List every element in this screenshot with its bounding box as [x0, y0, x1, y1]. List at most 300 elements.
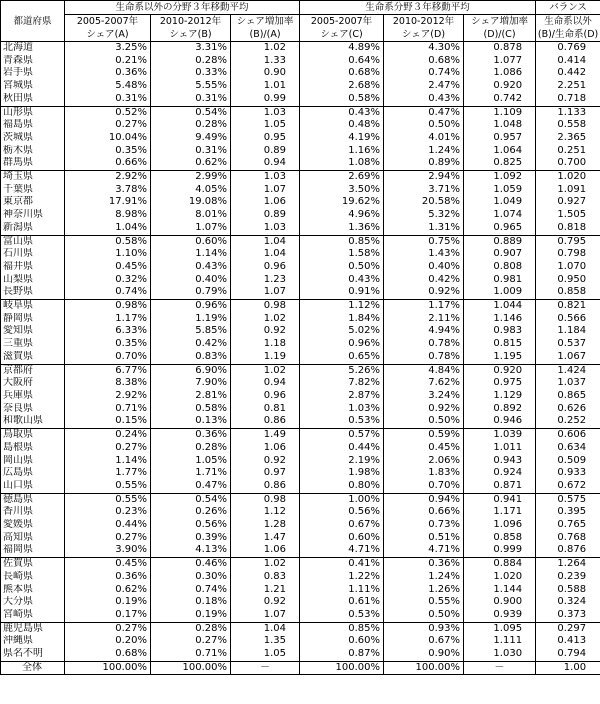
- table-row: [1, 544, 600, 557]
- header-col-bal-label: 生命系以外: [536, 15, 600, 29]
- share-d: 0.36%: [384, 558, 464, 571]
- share-d: 0.47%: [384, 106, 464, 119]
- prefecture-name: 岐阜県: [1, 300, 65, 313]
- share-c: 4.89%: [300, 42, 384, 55]
- share-b: 0.54%: [151, 106, 231, 119]
- share-b: 0.56%: [151, 519, 231, 532]
- share-a: 1.04%: [65, 222, 151, 235]
- share-c: 0.53%: [300, 415, 384, 428]
- share-c: 0.91%: [300, 286, 384, 299]
- share-d: 0.78%: [384, 338, 464, 351]
- growth-ba: 0.97: [231, 467, 300, 480]
- share-c: 0.44%: [300, 442, 384, 455]
- share-c: 1.58%: [300, 248, 384, 261]
- growth-ba: 0.81: [231, 403, 300, 416]
- balance-value: 0.626: [536, 403, 600, 416]
- share-d: 0.92%: [384, 286, 464, 299]
- share-d: 0.50%: [384, 609, 464, 622]
- growth-ba: 1.47: [231, 532, 300, 545]
- share-d: 1.83%: [384, 467, 464, 480]
- share-a: 0.70%: [65, 351, 151, 364]
- share-b: 0.62%: [151, 157, 231, 170]
- share-c: 2.69%: [300, 171, 384, 184]
- share-b: 0.83%: [151, 351, 231, 364]
- balance-value: 0.297: [536, 622, 600, 635]
- growth-ba: 1.03: [231, 171, 300, 184]
- share-d: 0.93%: [384, 622, 464, 635]
- share-a: 0.45%: [65, 261, 151, 274]
- growth-ba: 0.86: [231, 415, 300, 428]
- growth-dc: 0.920: [464, 364, 536, 377]
- growth-dc: 0.858: [464, 532, 536, 545]
- share-c: 1.11%: [300, 584, 384, 597]
- growth-dc: 0.815: [464, 338, 536, 351]
- balance-value: 0.858: [536, 286, 600, 299]
- total-growth-ba: －: [231, 661, 300, 675]
- growth-dc: 0.892: [464, 403, 536, 416]
- share-a: 0.66%: [65, 157, 151, 170]
- growth-ba: 0.89: [231, 145, 300, 158]
- growth-dc: 1.129: [464, 390, 536, 403]
- growth-ba: 1.19: [231, 351, 300, 364]
- header-col-c-share: シェア(C): [300, 28, 384, 42]
- share-a: 0.58%: [65, 235, 151, 248]
- header-col-a-share: シェア(A): [65, 28, 151, 42]
- table-row: [1, 106, 600, 119]
- share-c: 0.68%: [300, 67, 384, 80]
- share-d: 0.89%: [384, 157, 464, 170]
- share-a: 0.23%: [65, 506, 151, 519]
- growth-ba: 1.03: [231, 106, 300, 119]
- growth-ba: 1.21: [231, 584, 300, 597]
- table-row: [1, 184, 600, 197]
- balance-value: 2.251: [536, 80, 600, 93]
- share-a: 0.27%: [65, 532, 151, 545]
- growth-ba: 1.28: [231, 519, 300, 532]
- header-col-d-share: シェア(D): [384, 28, 464, 42]
- growth-ba: 0.98: [231, 493, 300, 506]
- balance-value: 0.251: [536, 145, 600, 158]
- prefecture-name: 宮城県: [1, 80, 65, 93]
- balance-value: 0.634: [536, 442, 600, 455]
- share-a: 0.27%: [65, 442, 151, 455]
- growth-ba: 1.04: [231, 235, 300, 248]
- growth-dc: 0.924: [464, 467, 536, 480]
- share-d: 0.94%: [384, 493, 464, 506]
- share-c: 0.65%: [300, 351, 384, 364]
- share-b: 0.74%: [151, 584, 231, 597]
- prefecture-name: 島根県: [1, 442, 65, 455]
- share-a: 0.32%: [65, 274, 151, 287]
- growth-dc: 0.900: [464, 596, 536, 609]
- share-c: 1.12%: [300, 300, 384, 313]
- share-c: 0.43%: [300, 106, 384, 119]
- balance-value: 0.537: [536, 338, 600, 351]
- share-d: 3.71%: [384, 184, 464, 197]
- growth-dc: 0.878: [464, 42, 536, 55]
- share-d: 0.43%: [384, 93, 464, 106]
- table-row: [1, 119, 600, 132]
- table-row: [1, 558, 600, 571]
- table-row: [1, 325, 600, 338]
- growth-ba: 1.23: [231, 274, 300, 287]
- share-c: 0.87%: [300, 648, 384, 661]
- share-a: 0.15%: [65, 415, 151, 428]
- prefecture-name: 愛媛県: [1, 519, 65, 532]
- balance-value: 0.413: [536, 635, 600, 648]
- share-a: 0.27%: [65, 119, 151, 132]
- table-row: [1, 442, 600, 455]
- balance-value: 0.700: [536, 157, 600, 170]
- growth-dc: 0.943: [464, 455, 536, 468]
- balance-value: 1.091: [536, 184, 600, 197]
- prefecture-name: 県名不明: [1, 648, 65, 661]
- balance-value: 1.067: [536, 351, 600, 364]
- share-b: 0.31%: [151, 145, 231, 158]
- share-a: 2.92%: [65, 171, 151, 184]
- balance-value: 0.821: [536, 300, 600, 313]
- growth-ba: 0.89: [231, 209, 300, 222]
- share-c: 4.19%: [300, 132, 384, 145]
- growth-ba: 0.90: [231, 67, 300, 80]
- share-d: 4.71%: [384, 544, 464, 557]
- share-b: 0.26%: [151, 506, 231, 519]
- share-b: 1.71%: [151, 467, 231, 480]
- share-c: 1.00%: [300, 493, 384, 506]
- share-d: 0.70%: [384, 480, 464, 493]
- header-col-dc-label: シェア増加率: [464, 15, 536, 29]
- table-row: [1, 235, 600, 248]
- balance-value: 0.718: [536, 93, 600, 106]
- prefecture-name: 静岡県: [1, 313, 65, 326]
- growth-dc: 1.171: [464, 506, 536, 519]
- prefecture-name: 福島県: [1, 119, 65, 132]
- share-b: 0.79%: [151, 286, 231, 299]
- prefecture-name: 兵庫県: [1, 390, 65, 403]
- table-row: [1, 571, 600, 584]
- share-d: 0.40%: [384, 261, 464, 274]
- header-col-ba-formula: (B)/(A): [231, 28, 300, 42]
- balance-value: 0.765: [536, 519, 600, 532]
- share-b: 0.39%: [151, 532, 231, 545]
- growth-dc: 1.064: [464, 145, 536, 158]
- table-row: [1, 493, 600, 506]
- balance-value: 1.037: [536, 377, 600, 390]
- growth-dc: 1.195: [464, 351, 536, 364]
- growth-ba: 0.96: [231, 390, 300, 403]
- balance-value: 0.795: [536, 235, 600, 248]
- growth-ba: 1.49: [231, 429, 300, 442]
- growth-dc: 1.096: [464, 519, 536, 532]
- growth-dc: 1.111: [464, 635, 536, 648]
- share-a: 0.55%: [65, 480, 151, 493]
- share-b: 1.19%: [151, 313, 231, 326]
- table-row: [1, 455, 600, 468]
- share-c: 0.67%: [300, 519, 384, 532]
- share-b: 0.43%: [151, 261, 231, 274]
- prefecture-name: 京都府: [1, 364, 65, 377]
- prefecture-name: 群馬県: [1, 157, 65, 170]
- growth-dc: 0.808: [464, 261, 536, 274]
- share-a: 5.48%: [65, 80, 151, 93]
- growth-dc: 1.039: [464, 429, 536, 442]
- table-row: [1, 157, 600, 170]
- share-a: 17.91%: [65, 196, 151, 209]
- share-c: 1.16%: [300, 145, 384, 158]
- share-b: 1.07%: [151, 222, 231, 235]
- prefecture-name: 山梨県: [1, 274, 65, 287]
- table-row: [1, 93, 600, 106]
- prefecture-name: 北海道: [1, 42, 65, 55]
- share-c: 4.96%: [300, 209, 384, 222]
- share-b: 0.60%: [151, 235, 231, 248]
- growth-dc: 0.975: [464, 377, 536, 390]
- table-row: [1, 519, 600, 532]
- share-c: 1.84%: [300, 313, 384, 326]
- growth-ba: 0.83: [231, 571, 300, 584]
- share-c: 2.19%: [300, 455, 384, 468]
- share-c: 2.68%: [300, 80, 384, 93]
- share-d: 2.47%: [384, 80, 464, 93]
- share-d: 2.11%: [384, 313, 464, 326]
- balance-value: 0.324: [536, 596, 600, 609]
- balance-value: 0.933: [536, 467, 600, 480]
- growth-dc: 1.049: [464, 196, 536, 209]
- prefecture-name: 山形県: [1, 106, 65, 119]
- share-b: 4.13%: [151, 544, 231, 557]
- growth-ba: 0.92: [231, 596, 300, 609]
- prefecture-name: 埼玉県: [1, 171, 65, 184]
- table-row: [1, 596, 600, 609]
- share-b: 0.40%: [151, 274, 231, 287]
- table-row: [1, 532, 600, 545]
- share-d: 0.59%: [384, 429, 464, 442]
- table-row: [1, 196, 600, 209]
- growth-ba: 1.02: [231, 313, 300, 326]
- prefecture-name: 宮崎県: [1, 609, 65, 622]
- prefecture-name: 岩手県: [1, 67, 65, 80]
- share-a: 0.19%: [65, 596, 151, 609]
- prefecture-name: 香川県: [1, 506, 65, 519]
- prefecture-name: 大阪府: [1, 377, 65, 390]
- share-d: 0.51%: [384, 532, 464, 545]
- growth-dc: 1.144: [464, 584, 536, 597]
- share-a: 0.71%: [65, 403, 151, 416]
- share-b: 0.30%: [151, 571, 231, 584]
- share-b: 0.28%: [151, 55, 231, 68]
- balance-value: 1.505: [536, 209, 600, 222]
- share-a: 6.77%: [65, 364, 151, 377]
- balance-value: 0.950: [536, 274, 600, 287]
- share-a: 0.21%: [65, 55, 151, 68]
- share-a: 1.77%: [65, 467, 151, 480]
- prefecture-name: 福井県: [1, 261, 65, 274]
- growth-ba: 1.05: [231, 119, 300, 132]
- total-share-b: 100.00%: [151, 661, 231, 675]
- table-row: [1, 171, 600, 184]
- share-a: 0.35%: [65, 145, 151, 158]
- header-group-nonlife: 生命系以外の分野３年移動平均: [65, 1, 300, 15]
- share-d: 1.24%: [384, 145, 464, 158]
- share-a: 0.68%: [65, 648, 151, 661]
- share-d: 20.58%: [384, 196, 464, 209]
- table-row: [1, 648, 600, 661]
- prefecture-name: 富山県: [1, 235, 65, 248]
- growth-ba: 1.18: [231, 338, 300, 351]
- share-a: 0.62%: [65, 584, 151, 597]
- share-b: 0.96%: [151, 300, 231, 313]
- prefecture-name: 新潟県: [1, 222, 65, 235]
- share-b: 0.31%: [151, 93, 231, 106]
- growth-dc: 1.044: [464, 300, 536, 313]
- header-col-c-period: 2005-2007年: [300, 15, 384, 29]
- growth-dc: 1.146: [464, 313, 536, 326]
- prefecture-name: 高知県: [1, 532, 65, 545]
- growth-ba: 0.92: [231, 325, 300, 338]
- prefecture-name: 徳島県: [1, 493, 65, 506]
- balance-value: 0.927: [536, 196, 600, 209]
- balance-value: 2.365: [536, 132, 600, 145]
- share-d: 4.84%: [384, 364, 464, 377]
- growth-dc: 0.742: [464, 93, 536, 106]
- balance-value: 1.424: [536, 364, 600, 377]
- growth-dc: 1.109: [464, 106, 536, 119]
- share-d: 1.17%: [384, 300, 464, 313]
- total-share-a: 100.00%: [65, 661, 151, 675]
- share-c: 0.48%: [300, 119, 384, 132]
- share-b: 2.81%: [151, 390, 231, 403]
- share-c: 0.85%: [300, 622, 384, 635]
- table-row: [1, 622, 600, 635]
- share-c: 0.58%: [300, 93, 384, 106]
- share-d: 0.73%: [384, 519, 464, 532]
- total-prefecture-name: 全体: [1, 661, 65, 675]
- growth-dc: 0.871: [464, 480, 536, 493]
- prefecture-name: 岡山県: [1, 455, 65, 468]
- growth-dc: 0.981: [464, 274, 536, 287]
- table-row: [1, 584, 600, 597]
- table-row: [1, 145, 600, 158]
- share-c: 5.02%: [300, 325, 384, 338]
- growth-ba: 1.06: [231, 442, 300, 455]
- share-c: 0.64%: [300, 55, 384, 68]
- share-d: 0.90%: [384, 648, 464, 661]
- share-c: 0.96%: [300, 338, 384, 351]
- share-d: 4.01%: [384, 132, 464, 145]
- balance-value: 0.818: [536, 222, 600, 235]
- share-c: 0.53%: [300, 609, 384, 622]
- share-b: 0.46%: [151, 558, 231, 571]
- share-c: 5.26%: [300, 364, 384, 377]
- share-c: 1.08%: [300, 157, 384, 170]
- share-a: 0.98%: [65, 300, 151, 313]
- share-d: 7.62%: [384, 377, 464, 390]
- total-row: [1, 661, 600, 675]
- growth-ba: 1.01: [231, 80, 300, 93]
- prefecture-name: 和歌山県: [1, 415, 65, 428]
- table-row: [1, 55, 600, 68]
- growth-ba: 1.33: [231, 55, 300, 68]
- share-a: 3.25%: [65, 42, 151, 55]
- balance-value: 0.252: [536, 415, 600, 428]
- table-row: [1, 67, 600, 80]
- prefecture-name: 広島県: [1, 467, 65, 480]
- share-a: 0.52%: [65, 106, 151, 119]
- share-a: 1.17%: [65, 313, 151, 326]
- growth-ba: 0.96: [231, 261, 300, 274]
- share-d: 0.74%: [384, 67, 464, 80]
- share-d: 4.94%: [384, 325, 464, 338]
- share-b: 19.08%: [151, 196, 231, 209]
- share-b: 0.54%: [151, 493, 231, 506]
- share-b: 5.55%: [151, 80, 231, 93]
- prefecture-name: 滋賀県: [1, 351, 65, 364]
- growth-dc: 0.889: [464, 235, 536, 248]
- share-b: 9.49%: [151, 132, 231, 145]
- growth-ba: 0.94: [231, 157, 300, 170]
- prefecture-name: 秋田県: [1, 93, 65, 106]
- table-row: [1, 429, 600, 442]
- prefecture-name: 山口県: [1, 480, 65, 493]
- share-c: 1.98%: [300, 467, 384, 480]
- share-d: 0.78%: [384, 351, 464, 364]
- share-c: 0.60%: [300, 635, 384, 648]
- share-c: 0.60%: [300, 532, 384, 545]
- share-a: 0.74%: [65, 286, 151, 299]
- table-row: [1, 480, 600, 493]
- share-d: 4.30%: [384, 42, 464, 55]
- share-b: 0.28%: [151, 119, 231, 132]
- share-a: 0.20%: [65, 635, 151, 648]
- share-a: 0.45%: [65, 558, 151, 571]
- share-d: 0.67%: [384, 635, 464, 648]
- share-c: 7.82%: [300, 377, 384, 390]
- table-row: [1, 286, 600, 299]
- balance-value: 0.373: [536, 609, 600, 622]
- growth-ba: 0.95: [231, 132, 300, 145]
- growth-dc: 1.020: [464, 571, 536, 584]
- growth-dc: 1.059: [464, 184, 536, 197]
- table-row: [1, 635, 600, 648]
- total-growth-dc: －: [464, 661, 536, 675]
- table-row: [1, 222, 600, 235]
- share-c: 1.03%: [300, 403, 384, 416]
- share-b: 0.13%: [151, 415, 231, 428]
- prefecture-name: 熊本県: [1, 584, 65, 597]
- share-b: 4.05%: [151, 184, 231, 197]
- share-c: 0.61%: [300, 596, 384, 609]
- balance-value: 0.509: [536, 455, 600, 468]
- share-d: 0.75%: [384, 235, 464, 248]
- header-col-d-period: 2010-2012年: [384, 15, 464, 29]
- prefecture-name: 奈良県: [1, 403, 65, 416]
- prefecture-name: 石川県: [1, 248, 65, 261]
- share-b: 3.31%: [151, 42, 231, 55]
- header-group-balance: バランス: [536, 1, 600, 15]
- growth-ba: 1.03: [231, 222, 300, 235]
- growth-dc: 0.884: [464, 558, 536, 571]
- share-b: 5.85%: [151, 325, 231, 338]
- growth-ba: 1.06: [231, 196, 300, 209]
- growth-ba: 1.02: [231, 42, 300, 55]
- table-row: [1, 274, 600, 287]
- prefecture-name: 東京都: [1, 196, 65, 209]
- balance-value: 1.184: [536, 325, 600, 338]
- share-d: 0.50%: [384, 415, 464, 428]
- share-c: 4.71%: [300, 544, 384, 557]
- share-d: 1.26%: [384, 584, 464, 597]
- growth-dc: 1.009: [464, 286, 536, 299]
